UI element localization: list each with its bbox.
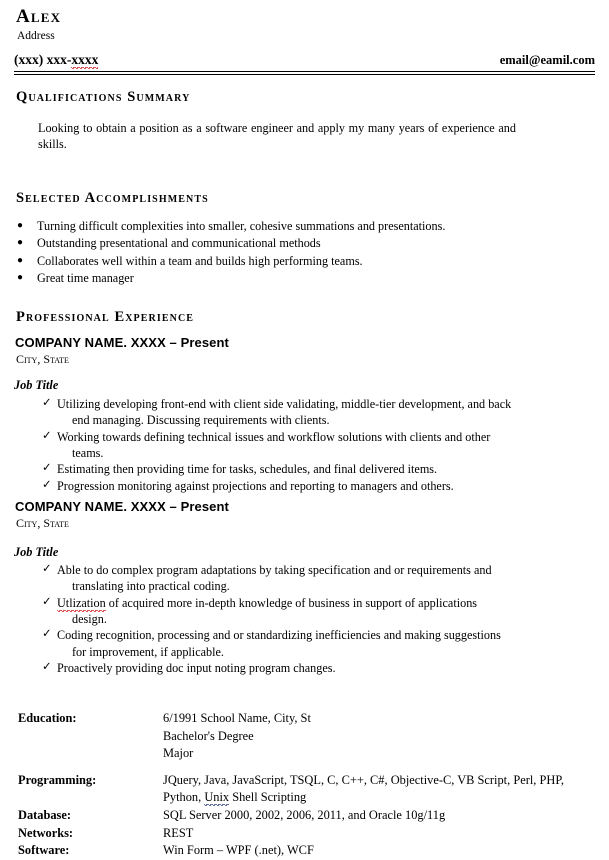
list-item-text-cont: end managing. Discussing requirements with clients. <box>72 413 330 428</box>
list-item <box>42 396 562 429</box>
section-heading-qualifications: Qualifications Summary <box>16 89 191 105</box>
list-item-text-cont: translating into practical coding. <box>72 579 230 594</box>
list-item-text: Collaborates well within a team and builds high performing teams. <box>37 253 363 268</box>
flagged-word: Unix <box>204 790 230 805</box>
job-1-bullets <box>42 396 562 494</box>
phone-prefix: (xxx) xxx- <box>14 52 72 67</box>
list-item <box>16 218 556 235</box>
programming-line-2 <box>163 789 593 807</box>
programming-label: Programming: <box>18 772 97 787</box>
list-item <box>42 478 562 494</box>
company-name-1: COMPANY NAME. XXXX – Present <box>15 335 229 350</box>
checkmark-icon: ✓ <box>42 429 52 442</box>
networks-label: Networks: <box>18 825 74 840</box>
table-row <box>18 772 593 807</box>
programming-value <box>163 772 593 807</box>
software-label: Software: <box>18 843 70 858</box>
list-item <box>42 461 562 477</box>
list-item <box>16 270 556 287</box>
bullet-icon: ● <box>17 271 24 283</box>
table-row <box>18 710 593 763</box>
company-name-2: COMPANY NAME. XXXX – Present <box>15 499 229 514</box>
applicant-address: Address <box>17 30 55 42</box>
table-row <box>18 842 593 860</box>
programming-line-1: JQuery, Java, JavaScript, TSQL, C, C++, C#, Objective-C, VB Script, Perl, PHP, <box>163 772 564 787</box>
qualifications-summary-text: Looking to obtain a position as a software engineer and apply my many years of experience and skills. <box>38 121 516 152</box>
list-item <box>16 235 556 252</box>
phone-misspelled-segment: xxxx <box>71 52 99 67</box>
bullet-icon: ● <box>17 254 24 266</box>
checkmark-icon: ✓ <box>42 661 52 674</box>
list-item <box>42 562 562 595</box>
list-item <box>42 660 562 676</box>
bullet-icon: ● <box>17 220 24 231</box>
checkmark-icon: ✓ <box>42 563 52 575</box>
contact-row <box>14 52 595 68</box>
programming-line-2-pre: Python, <box>163 790 205 805</box>
list-item <box>42 627 562 660</box>
database-value: SQL Server 2000, 2002, 2006, 2011, and Oracle 10g/11g <box>163 808 446 823</box>
list-item <box>42 429 562 462</box>
list-item-text: Proactively providing doc input noting program changes. <box>57 661 336 676</box>
programming-line-2-post: Shell Scripting <box>229 790 307 805</box>
networks-value: REST <box>163 825 194 840</box>
checkmark-icon: ✓ <box>42 462 52 475</box>
education-line-1: 6/1991 School Name, City, St <box>163 711 311 725</box>
checkmark-icon: ✓ <box>42 628 52 641</box>
job-title-2: Job Title <box>14 545 59 559</box>
list-item-text: Coding recognition, processing and or standardizing inefficiencies and making suggestions <box>57 628 501 643</box>
education-line-2: Bachelor's Degree <box>163 728 254 743</box>
header-divider <box>14 71 595 75</box>
list-item-text: Utilizing developing front-end with client side validating, middle-tier development, and back <box>57 397 512 411</box>
list-item-text: Great time manager <box>37 270 134 285</box>
list-item-text: Progression monitoring against projections and reporting to managers and others. <box>57 478 454 493</box>
company-location-1: City, State <box>16 352 69 366</box>
misspelled-word: Utlization <box>57 595 106 610</box>
section-heading-experience: Professional Experience <box>16 309 195 325</box>
company-location-2: City, State <box>16 516 69 530</box>
list-item-text: Estimating then providing time for tasks, schedules, and final delivered items. <box>57 462 438 477</box>
list-item-text: Able to do complex program adaptations by taking specification and or requirements and <box>57 563 492 577</box>
list-item <box>16 253 556 270</box>
list-item-text: Outstanding presentational and communicational methods <box>37 236 321 251</box>
database-label: Database: <box>18 808 71 823</box>
list-item-text: of acquired more in-depth knowledge of business in support of applications <box>105 595 478 610</box>
details-table <box>18 710 593 860</box>
checkmark-icon: ✓ <box>42 478 52 491</box>
job-2-bullets <box>42 562 562 676</box>
checkmark-icon: ✓ <box>42 595 52 608</box>
email-address: email@eamil.com <box>499 53 595 67</box>
education-line-3: Major <box>163 746 194 761</box>
software-value: Win Form – WPF (.net), WCF <box>163 843 314 858</box>
accomplishments-list <box>16 218 556 287</box>
job-title-1: Job Title <box>14 378 59 392</box>
list-item-text-cont: design. <box>72 612 107 627</box>
phone-number <box>14 52 98 68</box>
table-row <box>18 807 593 825</box>
education-label: Education: <box>18 711 77 725</box>
list-item <box>42 595 562 628</box>
list-item-text-cont: teams. <box>72 446 104 461</box>
bullet-icon: ● <box>17 237 24 249</box>
section-heading-accomplishments: Selected Accomplishments <box>16 190 209 206</box>
list-item-text-cont: for improvement, if applicable. <box>72 644 224 659</box>
list-item-text: Working towards defining technical issues and workflow solutions with clients and other <box>57 429 491 444</box>
list-item-text: Turning difficult complexities into smaller, cohesive summations and presentations. <box>37 219 446 233</box>
table-row <box>18 825 593 843</box>
checkmark-icon: ✓ <box>42 397 52 409</box>
education-value <box>163 710 593 763</box>
applicant-name: Alex <box>16 6 62 27</box>
